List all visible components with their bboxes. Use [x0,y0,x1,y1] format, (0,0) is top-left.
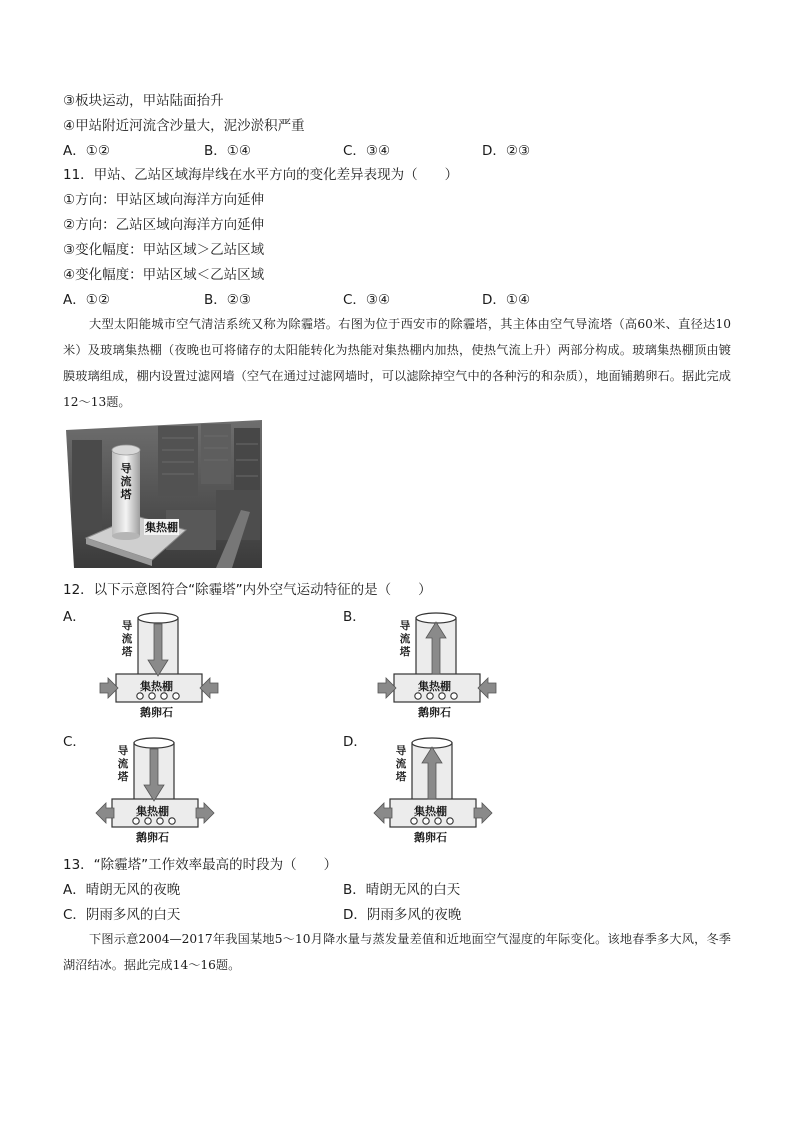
airflow-out-right-arrow [474,803,492,823]
q11-item-2: ②方向：乙站区域向海洋方向延伸 [63,217,265,233]
q11-option-d: D．①④ [482,292,531,308]
q11-option-b: B．②③ [204,292,251,308]
material-paragraph-1 [63,311,731,415]
q11-option-c: C．③④ [343,292,391,308]
airflow-in-left-arrow [378,678,396,698]
shed-label: 集热棚 [140,680,173,693]
q12-option-d-letter: D． [343,734,367,750]
q10-option-a: A．①② [63,143,110,159]
airflow-in-right-arrow [200,678,218,698]
airflow-out-right-arrow [196,803,214,823]
q13-option-b: B．晴朗无风的白天 [343,882,461,898]
material-text-2: 下图示意2004—2017年我国某地5～10月降水量与蒸发量差值和近地面空气湿度的年际变化。该地春季多大风，冬季湖沼结冰。据此完成14～16题。 [63,932,731,972]
q13-option-a: A．晴朗无风的夜晚 [63,882,181,898]
stone-label: 鹅卵石 [418,706,451,719]
airflow-out-left-arrow [96,803,114,823]
q11-item-1: ①方向：甲站区域向海洋方向延伸 [63,192,265,208]
q11-item-3: ③变化幅度：甲站区域＞乙站区域 [63,242,265,258]
q12-option-b-letter: B． [343,609,366,625]
shed-label: 集热棚 [418,680,451,693]
q12-diagram-a [98,608,230,720]
shed-label: 集热棚 [414,805,447,818]
q10-item-4: ④甲站附近河流含沙量大，泥沙淤积严重 [63,118,305,134]
airflow-in-right-arrow [478,678,496,698]
q13-option-d: D．阴雨多风的夜晚 [343,907,462,923]
q10-option-d: D．②③ [482,143,531,159]
haze-tower-photo [66,420,262,568]
q10-item-3: ③板块运动，甲站陆面抬升 [63,93,224,109]
tower-label: 导流塔 [399,620,411,658]
tower-label: 导流塔 [395,745,407,783]
stone-label: 鹅卵石 [136,831,169,844]
q10-option-c: C．③④ [343,143,391,159]
photo-shed-label: 集热棚 [145,521,178,534]
stone-label: 鹅卵石 [414,831,447,844]
stone-label: 鹅卵石 [140,706,173,719]
q11-stem: 11．甲站、乙站区域海岸线在水平方向的变化差异表现为（ ） [63,167,459,183]
q12-diagram-b [376,608,508,720]
tower-label: 导流塔 [121,620,133,658]
material-paragraph-2 [63,926,731,978]
shed-label: 集热棚 [136,805,169,818]
q13-option-c: C．阴雨多风的白天 [63,907,181,923]
q11-item-4: ④变化幅度：甲站区域＜乙站区域 [63,267,265,283]
material-text-1: 大型太阳能城市空气清洁系统又称为除霾塔。右图为位于西安市的除霾塔，其主体由空气导流塔（高60米、直径达10米）及玻璃集热棚（夜晚也可将储存的太阳能转化为热能对集热棚内加热，使热气流上升）两部分构成。玻璃集热棚顶由镀膜玻璃组成，棚内设置过滤网墙（空气在通过过滤网墙时，可以滤除掉空气中的各种污的和杂质），地面铺鹅卵石。据此完成12～13题。 [63,317,731,409]
q12-option-c-letter: C． [63,734,86,750]
q12-option-a-letter: A． [63,609,86,625]
q12-diagram-d [372,733,504,845]
q11-option-a: A．①② [63,292,110,308]
q12-diagram-c [94,733,226,845]
airflow-in-left-arrow [100,678,118,698]
q10-option-b: B．①④ [204,143,251,159]
tower-label: 导流塔 [117,745,129,783]
q13-stem: 13．“除霾塔”工作效率最高的时段为（ ） [63,857,338,873]
q12-stem: 12．以下示意图符合“除霾塔”内外空气运动特征的是（ ） [63,582,432,598]
airflow-out-left-arrow [374,803,392,823]
photo-tower-label: 导流塔 [120,462,132,501]
